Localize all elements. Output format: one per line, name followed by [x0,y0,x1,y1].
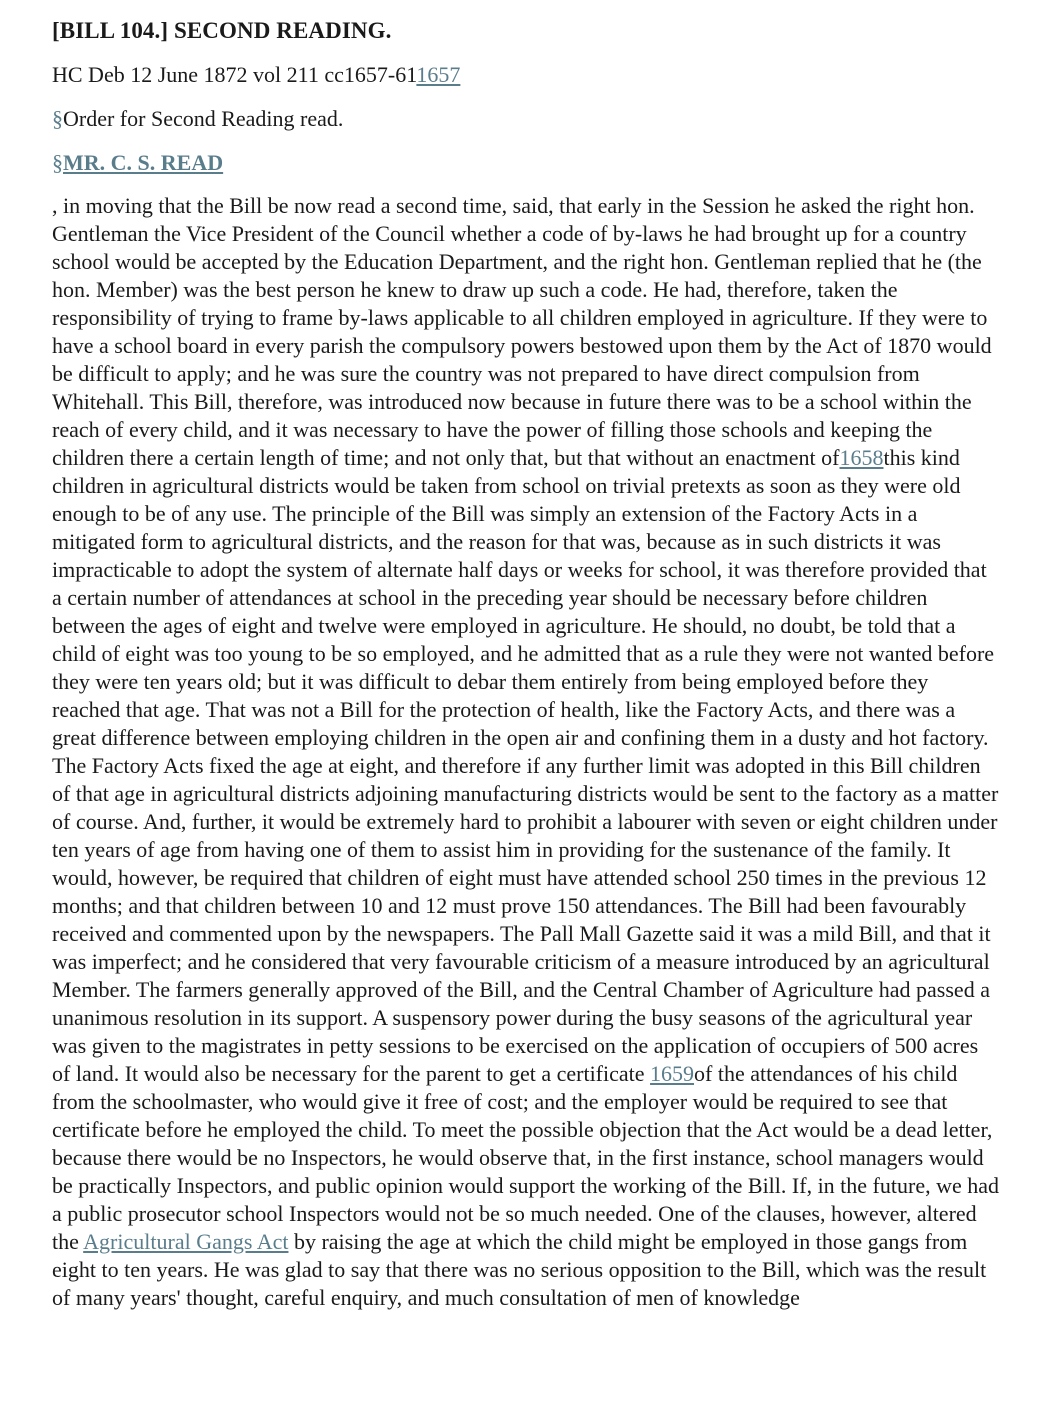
speech-text-part-2: this kind children in agricultural districts would be taken from school on trivial pretexts as soon as they were old enough to be of any use. The principle of the Bill was simply an extension of the Factory Acts in a mitigated form to agricultural districts, and the reason for that was, because as in such districts it was impracticable to adopt the system of alternate half days or weeks for school, it was therefore provided that a certain number of attendances at school in the preceding year should be necessary before children between the ages of eight and twelve were employed in agriculture. He should, no doubt, be told that a child of eight was too young to be so employed, and he admitted that as a rule they were not wanted before they were ten years old; but it was difficult to debar them entirely from being employed before they reached that age. That was not a Bill for the protection of health, like the Factory Acts, and there was a great difference between employing children in the open air and confining them in a dusty and hot factory. The Factory Acts fixed the age at eight, and therefore if any further limit was adopted in this Bill children of that age in agricultural districts adjoining manufacturing districts would be sent to the factory as a matter of course. And, further, it would be extremely hard to prohibit a labourer with seven or eight children under ten years of age from having one of them to assist him in providing for the sustenance of the family. It would, however, be required that children of eight must have attended school 250 times in the previous 12 months; and that children between 10 and 12 must prove 150 attendances. The Bill had been favourably received and commented upon by the newspapers. The Pall Mall Gazette said it was a mild Bill, and that it was imperfect; and he considered that very favourable criticism of a measure introduced by an agricultural Member. The farmers generally approved of the Bill, and the Central Chamber of Agriculture had passed a unanimous resolution in its support. A suspensory power during the busy seasons of the agricultural year was given to the magistrates in petty sessions to be exercised on the application of occupiers of 500 acres of land. It would also be necessary for the parent to get a certificate [52,445,999,1086]
column-link-1657[interactable]: 1657 [416,62,461,87]
speech-text-part-1: , in moving that the Bill be now read a second time, said, that early in the Session he asked the right hon. Gentleman the Vice President of the Council whether a code of by-laws he had brought up for a country school would be accepted by the Education Department, and the right hon. Gentleman replied that he (the hon. Member) was the best person he knew to draw up such a code. He had, therefore, taken the responsibility of trying to frame by-laws applicable to all children employed in agriculture. If they were to have a school board in every parish the compulsory powers bestowed upon them by the Act of 1870 would be difficult to apply; and he was sure the country was not prepared to have direct compulsion from Whitehall. This Bill, therefore, was introduced now because in future there was to be a school within the reach of every child, and it was necessary to have the power of filling those schools and keeping the children there a certain length of time; and not only that, but that without an enactment of [52,193,992,470]
citation-line [52,60,1000,90]
citation-text: HC Deb 12 June 1872 vol 211 cc1657-61 [52,62,417,87]
speech-text-part-4: by raising the age at which the child might be employed in those gangs from eight to ten years. He was glad to say that there was no serious opposition to the Bill, which was the result of many years' thought, careful enquiry, and much consultation of men of knowledge [52,1229,987,1310]
column-link-1658[interactable]: 1658 [839,445,884,470]
section-mark[interactable]: § [52,150,63,175]
speaker-line [52,148,1000,178]
speaker-link[interactable]: MR. C. S. READ [63,150,224,175]
page-title: [BILL 104.] SECOND READING. [52,18,392,43]
agricultural-gangs-act-link[interactable]: Agricultural Gangs Act [83,1229,289,1254]
order-line [52,104,1000,134]
speech-paragraph [52,192,1000,1312]
column-link-1659[interactable]: 1659 [650,1061,695,1086]
order-text: Order for Second Reading read. [63,106,344,131]
speech-text-part-3: of the attendances of his child from the schoolmaster, who would give it free of cost; and the employer would be required to see that certificate before he employed the child. To meet the possible objection that the Act would be a dead letter, because there would be no Inspectors, he would observe that, in the first instance, school managers would be practically Inspectors, and public opinion would support the working of the Bill. If, in the future, we had a public prosecutor school Inspectors would not be so much needed. One of the clauses, however, altered the [52,1061,999,1254]
section-mark[interactable]: § [52,106,63,131]
